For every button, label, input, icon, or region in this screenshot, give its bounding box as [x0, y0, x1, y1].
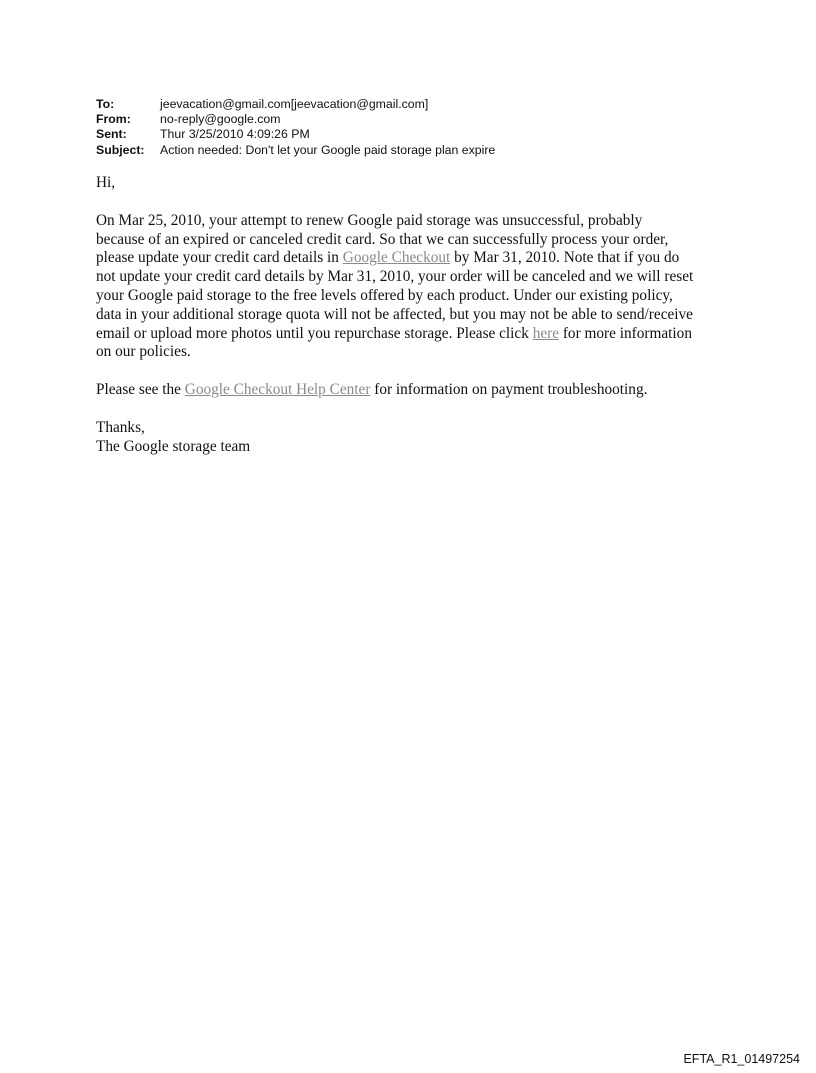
to-label: To:	[96, 97, 115, 111]
email-header	[96, 97, 495, 158]
google-checkout-link[interactable]: Google Checkout	[342, 249, 451, 267]
greeting: Hi,	[96, 174, 116, 191]
paragraph-renewal-notice	[96, 212, 728, 362]
signature: The Google storage team	[96, 437, 251, 455]
text-fragment: Please see the	[96, 381, 185, 399]
help-center-link[interactable]: Google Checkout Help Center	[184, 381, 371, 399]
text-line: On Mar 25, 2010, your attempt to renew Google paid storage was unsuccessful, probably	[96, 211, 643, 229]
text-line: because of an expired or canceled credit card. So that we can successfully process your order,	[96, 230, 669, 248]
text-line: your Google paid storage to the free levels offered by each product. Under our existing policy,	[96, 286, 673, 304]
from-row	[96, 112, 495, 127]
to-row	[96, 97, 495, 112]
document-id: EFTA_R1_01497254	[683, 1052, 800, 1066]
subject-row	[96, 143, 495, 158]
text-line: not update your credit card details by Mar 31, 2010, your order will be canceled and we will reset	[96, 268, 694, 286]
from-label: From:	[96, 112, 131, 127]
sent-label: Sent:	[96, 127, 127, 142]
subject-value: Action needed: Don't let your Google paid storage plan expire	[160, 142, 496, 157]
to-value: jeevacation@gmail.com[jeevacation@gmail.com]	[160, 97, 429, 111]
signoff: Thanks,	[96, 418, 145, 436]
text-fragment: by Mar 31, 2010. Note that if you do	[450, 249, 680, 267]
sent-value: Thur 3/25/2010 4:09:26 PM	[160, 127, 310, 142]
text-line	[96, 325, 728, 344]
text-fragment: for information on payment troubleshooting.	[370, 381, 648, 399]
text-fragment: please update your credit card details in	[96, 249, 343, 267]
from-value: no-reply@google.com	[160, 112, 281, 127]
text-line: on our policies.	[96, 343, 191, 361]
sent-row	[96, 127, 495, 142]
here-link[interactable]: here	[532, 324, 560, 342]
text-fragment: email or upload more photos until you repurchase storage. Please click	[96, 324, 533, 342]
subject-label: Subject:	[96, 142, 145, 157]
text-fragment: for more information	[559, 324, 692, 342]
paragraph-help-center	[96, 381, 728, 400]
text-line	[96, 249, 728, 268]
email-body	[96, 174, 728, 457]
text-line: data in your additional storage quota will not be affected, but you may not be able to send/receive	[96, 305, 693, 323]
